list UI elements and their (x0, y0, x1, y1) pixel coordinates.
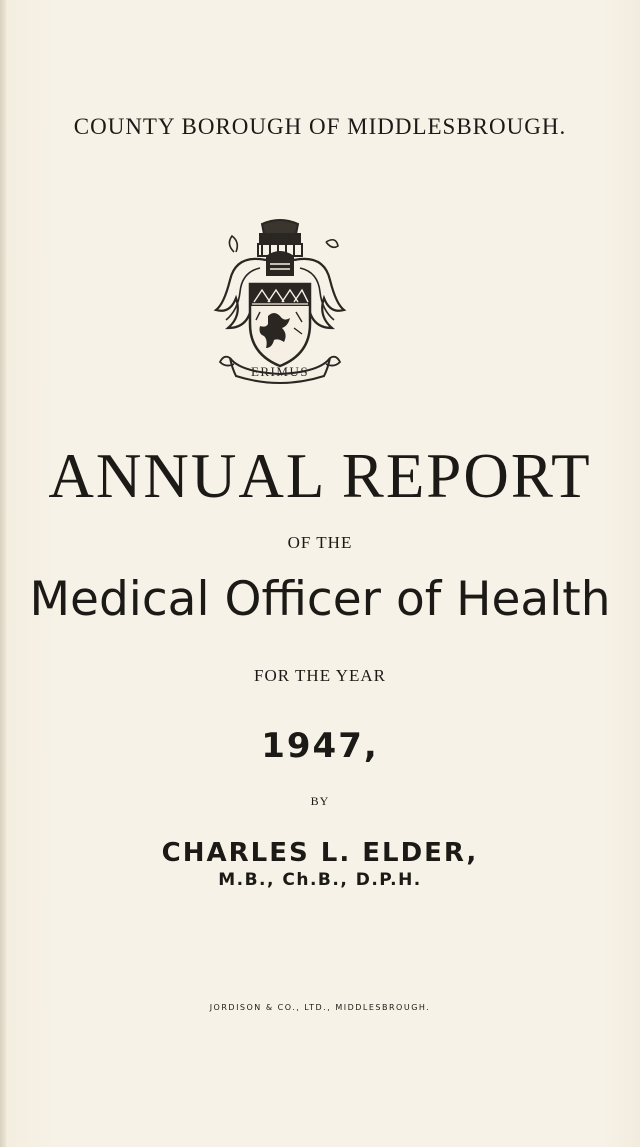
printer-imprint: JORDISON & CO., LTD., MIDDLESBROUGH. (209, 1003, 431, 1012)
report-year: 1947, (261, 726, 379, 766)
of-the-line: OF THE (287, 533, 353, 552)
report-title: ANNUAL REPORT (48, 441, 592, 511)
by-line: BY (310, 794, 330, 808)
report-subject: Medical Officer of Health (29, 572, 611, 627)
author-name: CHARLES L. ELDER, (161, 838, 479, 868)
crest-motto: ERIMUS (250, 364, 310, 379)
author-degrees: M.B., Ch.B., D.P.H. (218, 870, 422, 890)
county-heading: COUNTY BOROUGH OF MIDDLESBROUGH. (73, 114, 567, 139)
coat-of-arms-icon (210, 216, 350, 386)
for-the-year-line: FOR THE YEAR (254, 666, 386, 685)
